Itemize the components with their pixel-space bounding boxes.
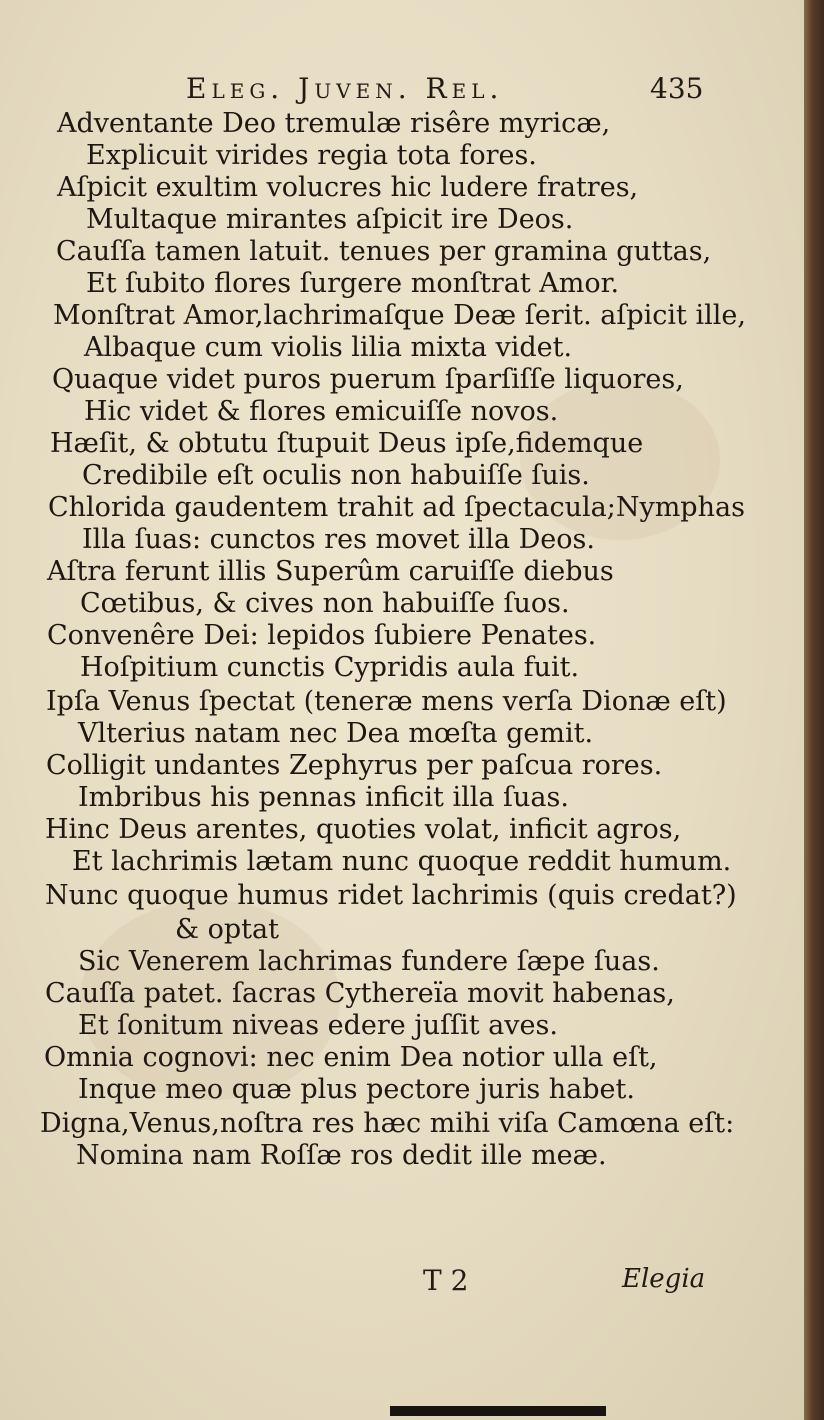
verse-line: Hoſpitium cunctis Cypridis aula fuit. bbox=[80, 652, 580, 683]
catchword: Elegia bbox=[622, 1264, 706, 1294]
verse-line: Et lachrimis lætam nunc quoque reddit humum. bbox=[72, 846, 732, 877]
verse-line: Et ſubito flores ſurgere monſtrat Amor. bbox=[86, 268, 620, 299]
verse-line: Vlterius natam nec Dea mœſta gemit. bbox=[78, 718, 594, 749]
verse-line: Imbribus his pennas inficit illa ſuas. bbox=[78, 782, 569, 813]
verse-line: Hinc Deus arentes, quoties volat, inficit agros, bbox=[45, 814, 682, 845]
verse-line: Explicuit virides regia tota fores. bbox=[86, 140, 537, 171]
verse-line: Aſtra ferunt illis Superûm caruiſſe diebus bbox=[47, 556, 614, 587]
verse-line: Quaque videt puros puerum ſparſiſſe liquores, bbox=[52, 364, 684, 395]
verse-line: & optat bbox=[175, 914, 279, 945]
verse-line: Cauſſa tamen latuit. tenues per gramina guttas, bbox=[56, 236, 712, 267]
verse-line: Nomina nam Roſſæ ros dedit ille meæ. bbox=[76, 1140, 607, 1171]
verse-line: Colligit undantes Zephyrus per paſcua rores. bbox=[46, 750, 663, 781]
verse-line: Et ſonitum niveas edere juſſit aves. bbox=[78, 1010, 558, 1041]
signature-mark: T 2 bbox=[423, 1264, 469, 1297]
verse-line: Adventante Deo tremulæ risêre myricæ, bbox=[57, 108, 611, 139]
verse-line: Cauſſa patet. ſacras Cythereïa movit habenas, bbox=[45, 978, 675, 1009]
verse-line: Digna,Venus,noſtra res hæc mihi viſa Camœna eſt: bbox=[40, 1108, 735, 1139]
verse-line: Aſpicit exultim volucres hic ludere fratres, bbox=[57, 172, 639, 203]
verse-line: Ipſa Venus ſpectat (teneræ mens verſa Dionæ eſt) bbox=[46, 686, 727, 717]
verse-line: Credibile eſt oculis non habuiſſe ſuis. bbox=[82, 460, 590, 491]
verse-line: Omnia cognovi: nec enim Dea notior ulla eſt, bbox=[44, 1042, 658, 1073]
page-header bbox=[0, 72, 804, 112]
verse-line: Nunc quoque humus ridet lachrimis (quis credat?) bbox=[45, 880, 737, 911]
verse-line: Sic Venerem lachrimas fundere ſæpe ſuas. bbox=[78, 946, 660, 977]
verse-line: Monſtrat Amor,lachrimaſque Deæ ſerit. aſpicit ille, bbox=[53, 300, 746, 331]
verse-line: Hæſit, & obtutu ſtupuit Deus ipſe,fidemque bbox=[50, 428, 644, 459]
verse-line: Albaque cum violis lilia mixta videt. bbox=[84, 332, 573, 363]
page-number: 435 bbox=[650, 72, 704, 105]
verse-line: Inque meo quæ plus pectore juris habet. bbox=[78, 1074, 635, 1105]
verse-line: Illa ſuas: cunctos res movet illa Deos. bbox=[82, 524, 595, 555]
verse-line: Cœtibus, & cives non habuiſſe ſuos. bbox=[80, 588, 570, 619]
book-binding-edge bbox=[804, 0, 824, 1420]
running-head: Eleg. Juven. Rel. bbox=[186, 72, 504, 105]
verse-line: Multaque mirantes aſpicit ire Deos. bbox=[86, 204, 574, 235]
page-footer bbox=[0, 1264, 804, 1304]
verse-line: Hic videt & flores emicuiſſe novos. bbox=[84, 396, 559, 427]
bottom-edge-shadow bbox=[390, 1406, 606, 1416]
verse-line: Chlorida gaudentem trahit ad ſpectacula;Nymphas bbox=[48, 492, 745, 523]
verse-line: Convenêre Dei: lepidos ſubiere Penates. bbox=[47, 620, 597, 651]
